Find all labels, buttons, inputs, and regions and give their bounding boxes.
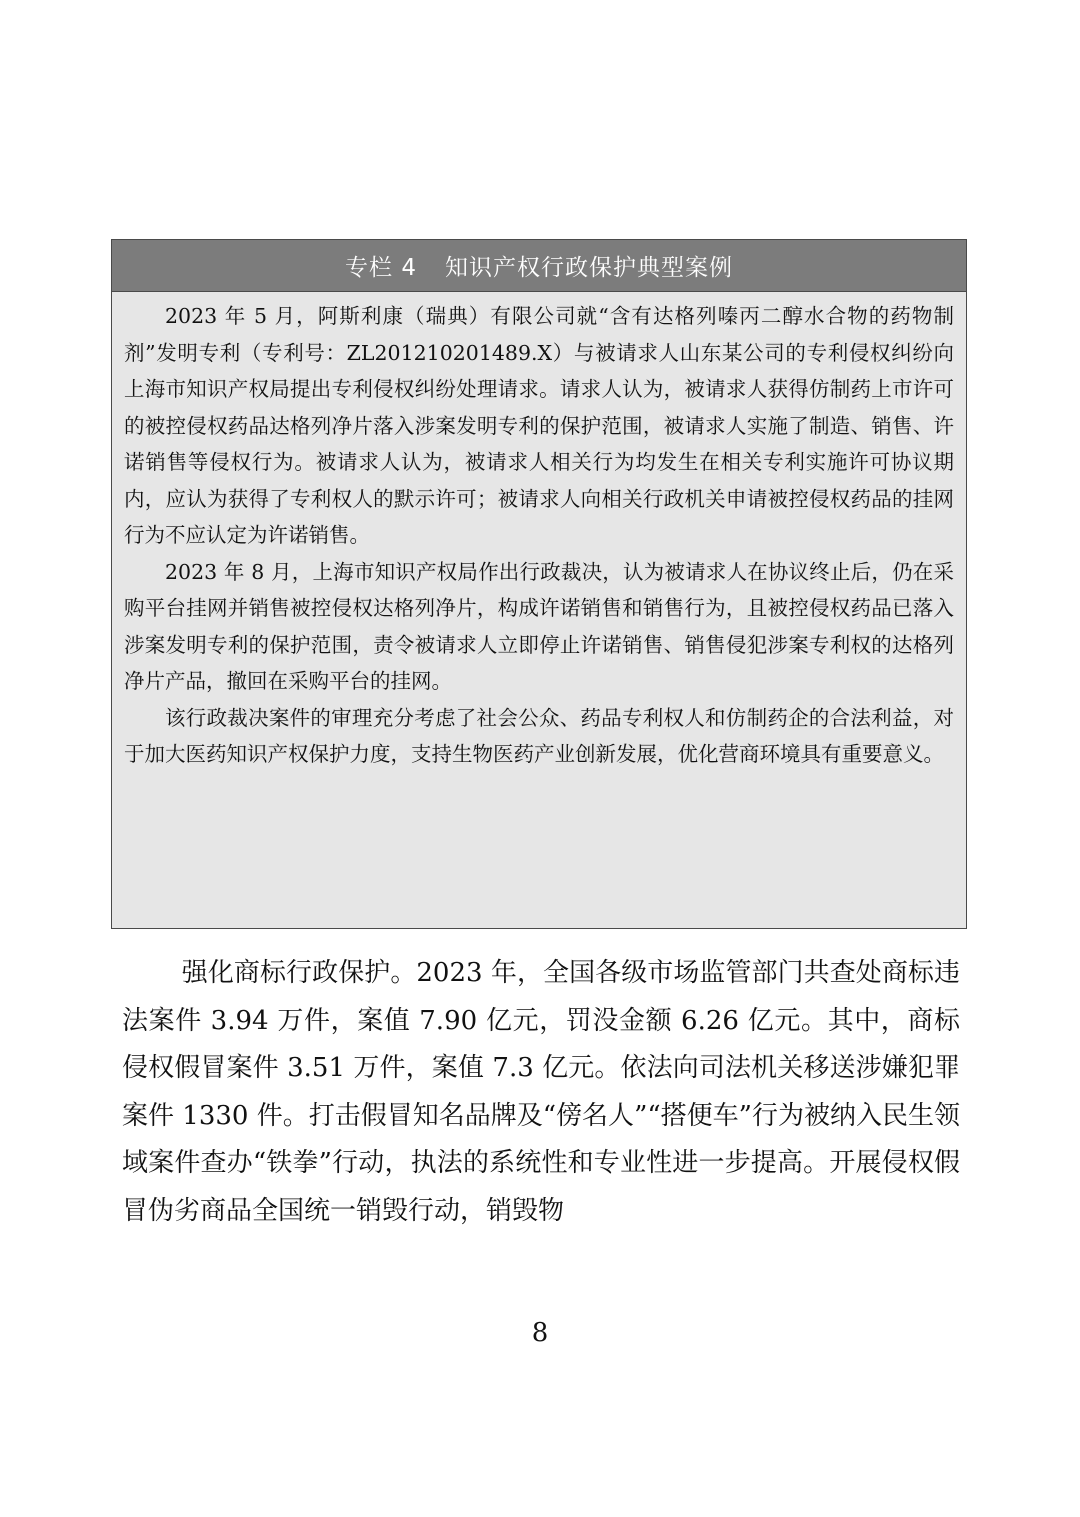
box-paragraph: 2023 年 5 月，阿斯利康（瑞典）有限公司就“含有达格列嗪丙二醇水合物的药物制剂”发明专利（专利号：ZL201210201489.X）与被请求人山东某公司的专利侵权纠纷向上海市知识产权局提出专利侵权纠纷处理请求。请求人认为，被请求人获得仿制药上市许可的被控侵权药品达格列净片落入涉案发明专利的保护范围，被请求人实施了制造、销售、许诺销售等侵权行为。被请求人认为，被请求人相关行为均发生在相关专利实施许可协议期内，应认为获得了专利权人的默示许可；被请求人向相关行政机关申请被控侵权药品的挂网行为不应认定为许诺销售。 <box>124 304 954 547</box>
box-paragraph: 2023 年 8 月，上海市知识产权局作出行政裁决，认为被请求人在协议终止后，仍在采购平台挂网并销售被控侵权达格列净片，构成许诺销售和销售行为，且被控侵权药品已落入涉案发明专利的保护范围，责令被请求人立即停止许诺销售、销售侵犯涉案专利权的达格列净片产品，撤回在采购平台的挂网。 <box>124 559 954 693</box>
box-body <box>112 292 966 773</box>
page-number: 8 <box>531 1318 549 1348</box>
box-title: 知识产权行政保护典型案例 <box>444 255 733 281</box>
box-paragraph: 该行政裁决案件的审理充分考虑了社会公众、药品专利权人和仿制药企的合法利益，对于加大医药知识产权保护力度，支持生物医药产业创新发展，优化营商环境具有重要意义。 <box>124 705 954 766</box>
body-paragraph: 强化商标行政保护。2023 年，全国各级市场监管部门共查处商标违法案件 3.94 万件，案值 7.90 亿元，罚没金额 6.26 亿元。其中，商标侵权假冒案件 3.51 万件，案值 7.3 亿元。依法向司法机关移送涉嫌犯罪案件 1330 件。打击假冒知名品牌及“傍名人”“搭便车”行为被纳入民生领域案件查办“铁拳”行动，执法的系统性和专业性进一步提高。开展侵权假冒伪劣商品全国统一销毁行动，销毁物 <box>122 958 960 1226</box>
main-text <box>122 950 960 1235</box>
box-header <box>112 240 966 292</box>
box-label: 专栏 4 <box>345 255 417 281</box>
case-study-box <box>111 239 967 929</box>
